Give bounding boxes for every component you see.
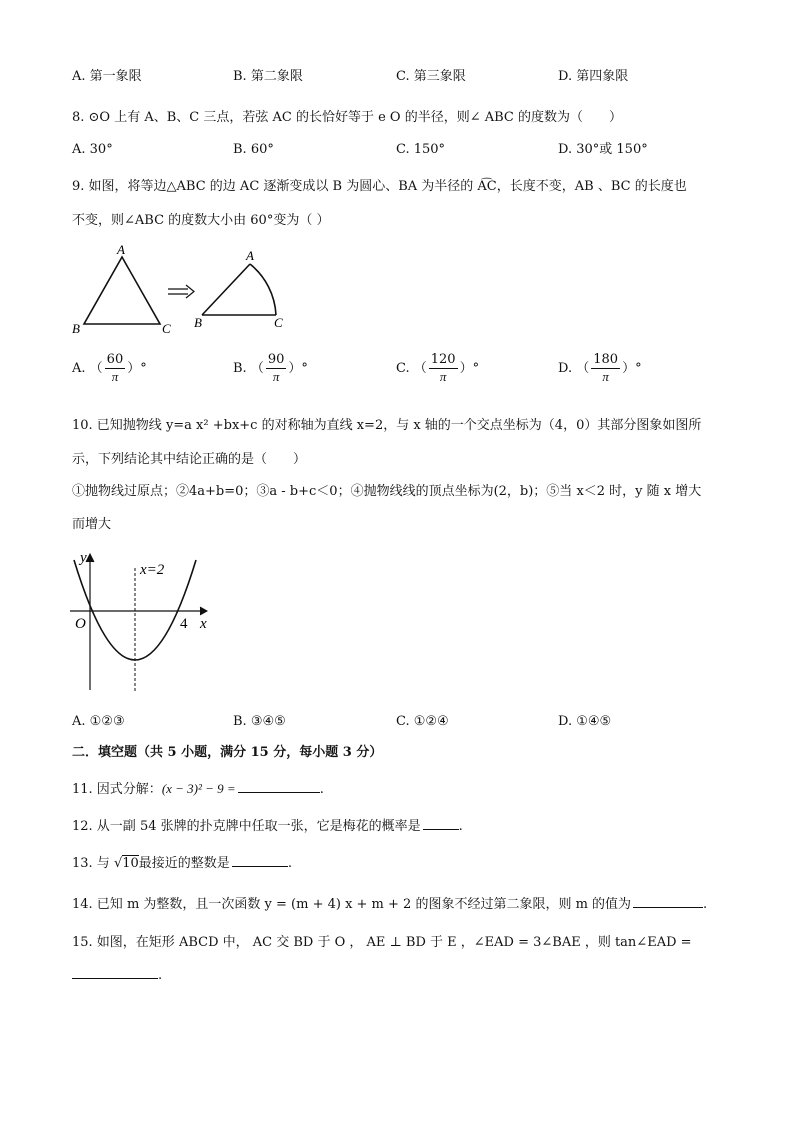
q7-option-d: D. 第四象限	[558, 69, 629, 84]
sector-label-b: B	[194, 315, 202, 330]
q9-option-c: C. （ $\frac{120}{\pi}$ ）°	[396, 352, 480, 384]
q10-option-c: C. ①②④	[396, 714, 449, 729]
x-axis-label: x	[200, 616, 207, 632]
q15-line2: .	[72, 966, 162, 985]
y-axis-label: y	[80, 550, 87, 566]
section-title-fill-blank: 二．填空题（共 5 小题，满分 15 分，每小题 3 分）	[72, 745, 383, 760]
q10-parabola-graph	[66, 550, 216, 695]
triangle-label-a: A	[117, 242, 125, 257]
q9-option-a: A. （ $\frac{60}{\pi}$ ）°	[72, 352, 147, 384]
q12: 12. 从一副 54 张牌的扑克牌中任取一张，它是梅花的概率是 .	[72, 819, 463, 834]
q10-stem-line1: 10. 已知抛物线 y=a x² +bx+c 的对称轴为直线 x=2，与 x 轴的一个交点坐标为（4，0）其部分图象如图所	[72, 418, 702, 433]
symmetry-axis-label: x=2	[140, 562, 165, 578]
origin-label: O	[75, 616, 86, 632]
q10-option-d: D. ①④⑤	[558, 714, 612, 729]
q15-line1: 15. 如图，在矩形 ABCD 中， AC 交 BD 于 O ， AE ⊥ BD 于 E ，∠EAD = 3∠BAE ，则 tan∠EAD =	[72, 935, 692, 950]
y-axis	[86, 554, 94, 690]
q8-option-b: B. 60°	[233, 142, 274, 157]
radicand: 10	[122, 856, 139, 871]
sector-figure	[202, 264, 276, 315]
q10-stem-line4: 而增大	[72, 517, 112, 532]
triangle-label-c: C	[162, 321, 171, 335]
sqrt-symbol: √	[113, 856, 123, 871]
q14: 14. 已知 m 为整数，且一次函数 y = (m + 4) x + m + 2 的图象不经过第二象限，则 m 的值为 .	[72, 897, 708, 912]
answer-blank[interactable]	[72, 966, 158, 979]
answer-blank[interactable]	[633, 895, 703, 908]
q10-option-a: A. ①②③	[72, 714, 125, 729]
equilateral-triangle	[84, 257, 160, 324]
answer-blank[interactable]	[238, 780, 320, 793]
q10-stem-line2: 示，下列结论其中结论正确的是（ ）	[72, 452, 307, 467]
q13: 13. 与 √10最接近的整数是 .	[72, 856, 292, 871]
q7-option-b: B. 第二象限	[233, 69, 303, 84]
q10-stem-line3: ①抛物线过原点；②4a+b=0；③a - b+c＜0；④抛物线线的顶点坐标为(2，b)；⑤当 x＜2 时，y 随 x 增大	[72, 484, 702, 499]
q7-option-c: C. 第三象限	[396, 69, 466, 84]
q9-figure	[70, 240, 300, 335]
triangle-label-b: B	[72, 321, 80, 335]
q8-option-d: D. 30°或 150°	[558, 142, 648, 157]
q11: 11. 因式分解：(x − 3)² − 9 = .	[72, 781, 324, 797]
q9-option-d: D. （ $\frac{180}{\pi}$ ）°	[558, 352, 642, 384]
q11-expression: (x − 3)² − 9 =	[161, 781, 236, 796]
q7-option-a: A. 第一象限	[72, 69, 142, 84]
q9-stem-line1: 9. 如图，将等边△ABC 的边 AC 逐渐变成以 B 为圆心、BA 为半径的 A͡C，长度不变，AB 、BC 的长度也	[72, 179, 687, 194]
q8-option-a: A. 30°	[72, 142, 113, 157]
transform-arrow-icon	[168, 285, 194, 298]
x-intercept-label: 4	[180, 616, 188, 632]
sector-label-c: C	[274, 315, 283, 330]
sector-label-a: A	[246, 248, 254, 263]
answer-blank[interactable]	[232, 854, 288, 867]
answer-blank[interactable]	[423, 817, 459, 830]
q9-option-b: B. （ $\frac{90}{\pi}$ ）°	[233, 352, 308, 384]
q8-option-c: C. 150°	[396, 142, 446, 157]
q8-stem: 8. ⊙O 上有 A、B、C 三点，若弦 AC 的长恰好等于 e O 的半径，则∠ ABC 的度数为（ ）	[72, 110, 623, 125]
q10-option-b: B. ③④⑤	[233, 714, 286, 729]
q9-stem-line2: 不变，则∠ABC 的度数大小由 60°变为（ ）	[72, 213, 330, 228]
